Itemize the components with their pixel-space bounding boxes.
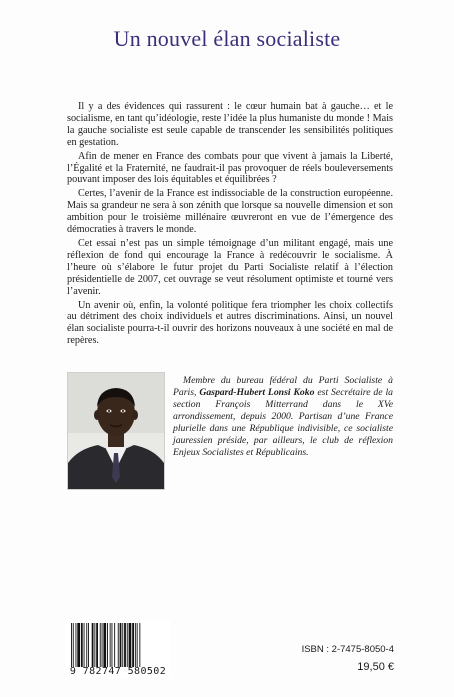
barcode-bar (81, 623, 83, 667)
barcode-bars-icon (71, 623, 169, 667)
barcode-bar (86, 623, 87, 667)
barcode-bar (107, 623, 108, 667)
barcode-bar (92, 623, 94, 667)
barcode-bar (100, 623, 101, 667)
barcode-bar (112, 623, 113, 667)
barcode-bar (127, 623, 128, 667)
barcode-bar (118, 623, 119, 667)
summary-paragraph: Afin de mener en France des combats pour que vivent à jamais la Liberté, l’Égalité et la Fraternité, ne faudrait-il pas provoquer de réels bouleversements pouvant imposer des lois équitables et équilibrées ? (67, 150, 393, 186)
summary-paragraph: Cet essai n’est pas un simple témoignage d’un militant engagé, mais une réflexion de fond qui encourage la France à redécouvrir le socialisme. À l’heure où s’élabore le futur projet du Parti Socialiste relatif à l’élection présidentielle de 2007, cet ouvrage se veut résolument optimiste et tourné vers l’avenir. (67, 237, 393, 297)
barcode-bar (71, 623, 72, 667)
barcode-bar (139, 623, 140, 667)
summary-text (67, 101, 393, 349)
barcode-bar (137, 623, 138, 667)
author-bio (173, 375, 393, 459)
barcode (65, 620, 171, 678)
barcode-bar (76, 623, 77, 667)
author-bio-paragraph (173, 375, 393, 459)
bio-intro: Membre du bureau fédéral du Parti Socialiste à Paris, (173, 375, 393, 398)
barcode-bar (103, 623, 106, 667)
barcode-bar (94, 623, 95, 667)
summary-paragraph: Il y a des évidences qui rassurent : le cœur humain bat à gauche… et le socialisme, en tant qu’idéologie, reste l’idée la plus humaniste du monde ! Mais la gauche socialiste est seule capable de transcender les sensibilités politiques en gestation. (67, 101, 393, 148)
barcode-bar (114, 623, 115, 667)
barcode-bar (73, 623, 74, 667)
barcode-bar (124, 623, 126, 667)
isbn: ISBN : 2-7475-8050-4 (301, 644, 394, 655)
bio-rest: est Secrétaire de la section François Mitterrand dans le XVe arrondissement, depuis 2000. Partisan d’une France plurielle dans une République indivisible, ce socialiste jauressien préside, par ailleurs, le club de réflexion Enjeux Socialistes et Républicains. (173, 387, 394, 458)
barcode-bar (102, 623, 103, 667)
barcode-bar (132, 623, 134, 667)
book-title: Un nouvel élan socialiste (113, 26, 341, 51)
barcode-bar (122, 623, 123, 667)
author-portrait-icon (68, 373, 164, 489)
barcode-bar (135, 623, 136, 667)
summary-paragraph: Un avenir où, enfin, la volonté politique fera triompher les choix collectifs au détriment des choix individuels et autres discriminations. Ainsi, un nouvel élan socialiste pourra-t-il ouvrir des horizons nouveaux à une société en mal de repères. (67, 299, 393, 347)
barcode-bar (84, 623, 85, 667)
summary-paragraph: Certes, l’avenir de la France est indissociable de la construction européenne. Mais sa grandeur ne sera à son zénith que lorsque sa nouvelle dimension et son ambition pour le troisième millénaire œuvreront en vue de l’émergence des démocraties à travers le monde. (67, 188, 393, 236)
barcode-bar (120, 623, 122, 667)
barcode-number: 9 782747 580502 (69, 666, 167, 677)
barcode-bar (129, 623, 132, 667)
barcode-bar (77, 623, 80, 667)
price: 19,50 € (357, 661, 394, 673)
barcode-bar (88, 623, 89, 667)
barcode-bar (96, 623, 98, 667)
author-photo (67, 372, 165, 490)
author-name: Gaspard-Hubert Lonsi Koko (199, 387, 315, 398)
barcode-bar (110, 623, 111, 667)
